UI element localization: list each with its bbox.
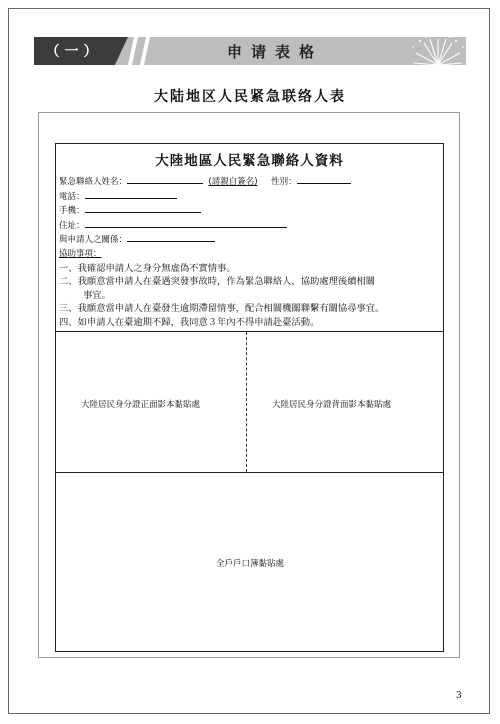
name-label: 緊急聯絡人姓名： [59, 177, 128, 187]
mobile-label: 手機： [59, 206, 85, 217]
phone-field[interactable] [85, 189, 177, 199]
page-number: 3 [456, 691, 462, 701]
relation-field[interactable] [127, 232, 215, 242]
mobile-field[interactable] [85, 203, 201, 213]
household-register-paste-area: 全戶戶口簿黏貼處 [216, 559, 285, 569]
name-field[interactable] [127, 174, 203, 184]
id-back-paste-area: 大陸居民身分證背面影本黏貼處 [272, 400, 392, 410]
section-divider [56, 472, 443, 473]
phone-label: 電話： [59, 191, 85, 202]
header-title: 申请表格 [226, 42, 323, 61]
gender-field[interactable] [297, 174, 351, 184]
notes-heading: 協助事項： [59, 248, 102, 259]
signature-note: (請親自簽名) [208, 177, 258, 187]
note-item: 事宜。 [83, 289, 111, 301]
phone-row [59, 189, 442, 204]
note-item: 三、我願意當申請人在臺發生逾期滯留情事，配合相關機關聯繫有關協尋事宜。 [59, 303, 385, 315]
mobile-row [59, 203, 442, 218]
emergency-contact-form [55, 143, 444, 652]
note-item: 四、如申請人在臺逾期不歸，我同意３年內不得申請赴臺活動。 [59, 316, 320, 328]
note-item: 二、我願意當申請人在臺遇突發事故時，作為緊急聯絡人，協助處理後續相關 [59, 276, 376, 288]
address-field[interactable] [85, 218, 287, 228]
relation-row [59, 232, 442, 247]
page-subtitle: 大陆地区人民紧急联络人表 [154, 89, 346, 105]
form-title: 大陸地區人民緊急聯絡人資料 [155, 153, 344, 169]
address-row [59, 218, 442, 233]
section-divider [56, 331, 443, 332]
relation-label: 與申請人之關係： [59, 235, 128, 246]
address-label: 住址： [59, 220, 85, 231]
firework-burst-icon [410, 35, 466, 69]
note-item: 一、我確認申請人之身分無虛偽不實情事。 [59, 262, 236, 274]
gender-label: 性別： [271, 177, 297, 187]
notes-heading-row [59, 247, 442, 262]
name-row [59, 174, 442, 189]
header-badge: （一） [45, 44, 103, 60]
id-front-paste-area: 大陸居民身分證正面影本黏貼處 [81, 400, 201, 410]
form-fields [59, 174, 442, 329]
dashed-divider [246, 332, 247, 472]
